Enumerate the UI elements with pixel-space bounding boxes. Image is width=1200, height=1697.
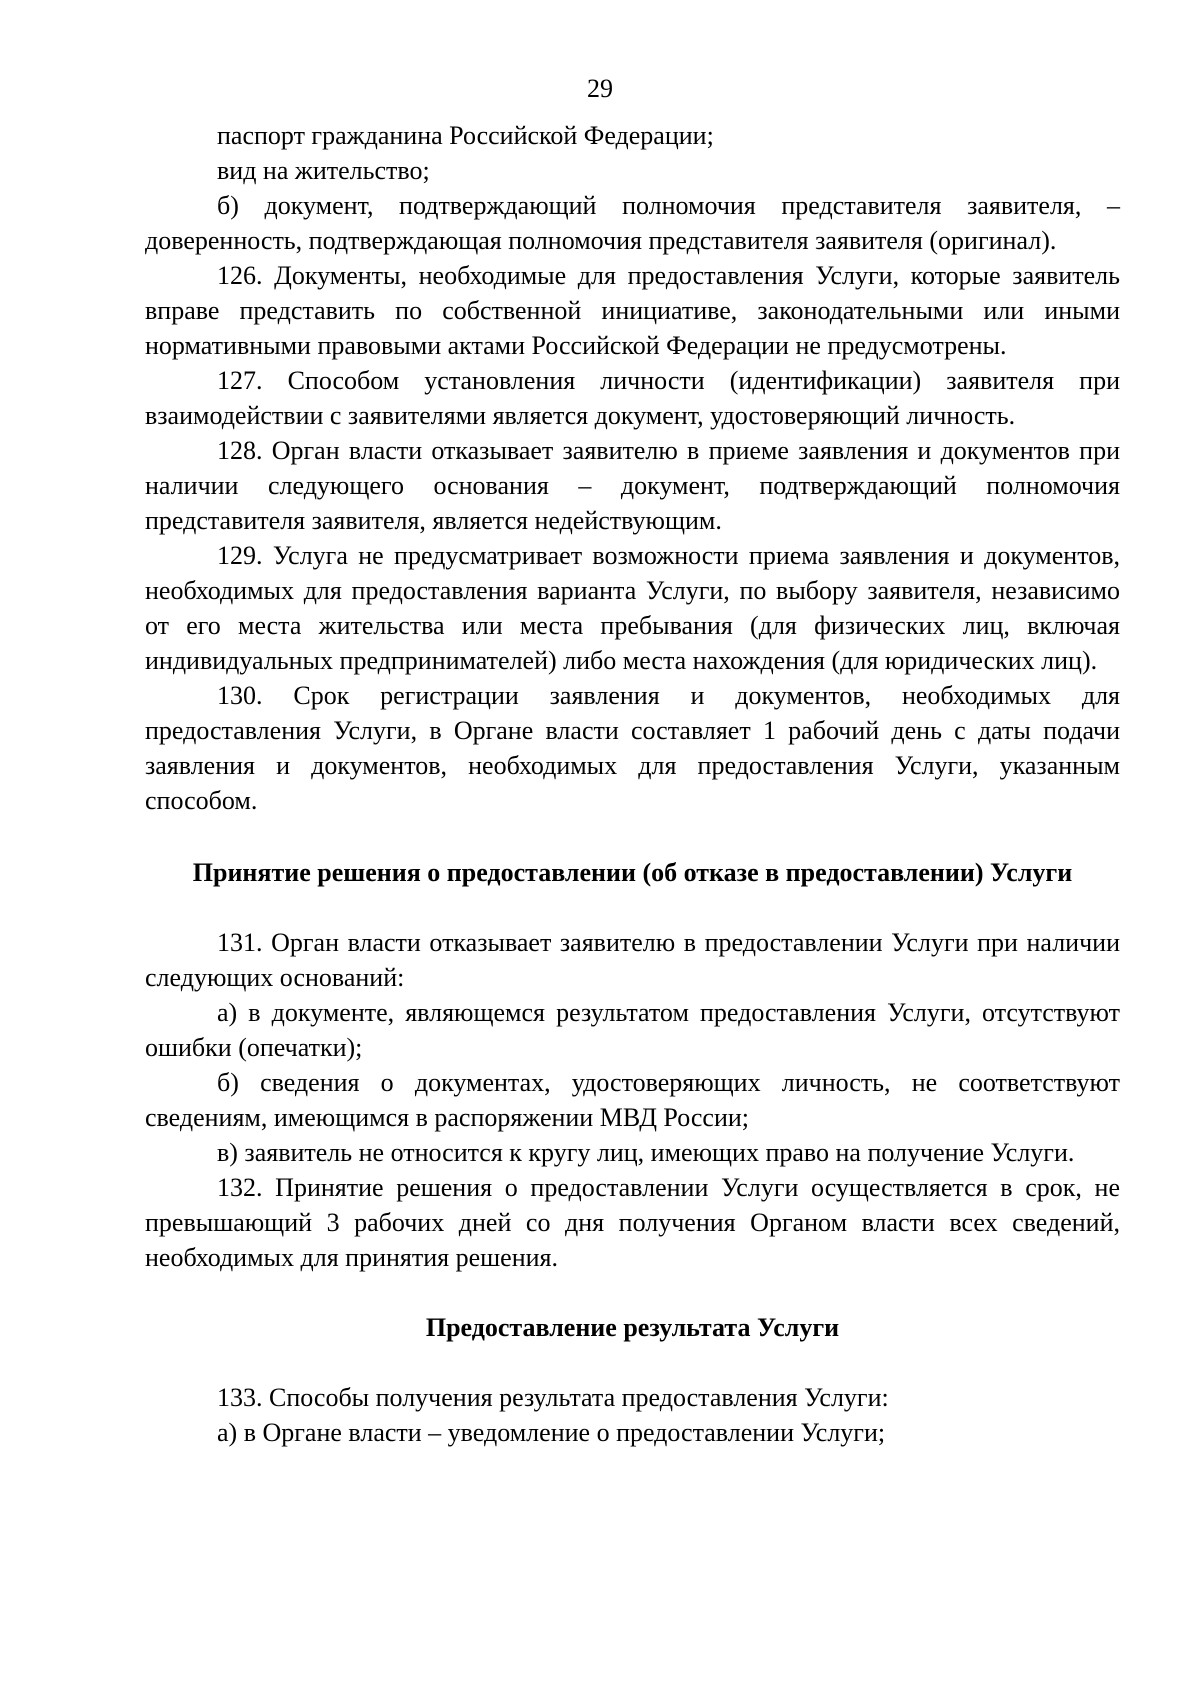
paragraph-131-v: в) заявитель не относится к кругу лиц, имеющих право на получение Услуги. [217, 1138, 1075, 1167]
paragraph-133: 133. Способы получения результата предоставления Услуги: [217, 1383, 889, 1412]
paragraph-133-a: а) в Органе власти – уведомление о предоставлении Услуги; [217, 1418, 886, 1447]
paragraph-131-a: а) в документе, являющемся результатом предоставления Услуги, отсутствуют ошибки (опечатки); [145, 998, 1120, 1062]
section-heading-result: Предоставление результата Услуги [425, 1313, 840, 1342]
paragraph-representative-document: б) документ, подтверждающий полномочия представителя заявителя, – доверенность, подтверждающая полномочия представителя заявителя (оригинал). [145, 191, 1120, 255]
paragraph-131-b: б) сведения о документах, удостоверяющих личность, не соответствуют сведениям, имеющимся в распоряжении МВД России; [145, 1068, 1120, 1132]
document-body [145, 118, 1120, 1450]
paragraph-131: 131. Орган власти отказывает заявителю в предоставлении Услуги при наличии следующих оснований: [145, 928, 1120, 992]
section-heading-decision: Принятие решения о предоставлении (об отказе в предоставлении) Услуги [192, 858, 1073, 887]
paragraph-128: 128. Орган власти отказывает заявителю в приеме заявления и документов при наличии следующего основания – документ, подтверждающий полномочия представителя заявителя, является недействующим. [145, 436, 1120, 535]
paragraph-130: 130. Срок регистрации заявления и документов, необходимых для предоставления Услуги, в Органе власти составляет 1 рабочий день с даты подачи заявления и документов, необходимых для предоставления Услуги, указанным способом. [145, 681, 1120, 815]
paragraph-126: 126. Документы, необходимые для предоставления Услуги, которые заявитель вправе представить по собственной инициативе, законодательными или иными нормативными правовыми актами Российской Федерации не предусмотрены. [145, 261, 1120, 360]
paragraph-residence-permit: вид на жительство; [217, 156, 430, 185]
paragraph-132: 132. Принятие решения о предоставлении Услуги осуществляется в срок, не превышающий 3 рабочих дней со дня получения Органом власти всех сведений, необходимых для принятия решения. [145, 1173, 1120, 1272]
page-number: 29 [587, 74, 613, 103]
paragraph-129: 129. Услуга не предусматривает возможности приема заявления и документов, необходимых для предоставления варианта Услуги, по выбору заявителя, независимо от его места жительства или места пребывания (для физических лиц, включая индивидуальных предпринимателей) либо места нахождения (для юридических лиц). [145, 541, 1120, 675]
paragraph-passport: паспорт гражданина Российской Федерации; [217, 121, 714, 150]
paragraph-127: 127. Способом установления личности (идентификации) заявителя при взаимодействии с заявителями является документ, удостоверяющий личность. [145, 366, 1120, 430]
